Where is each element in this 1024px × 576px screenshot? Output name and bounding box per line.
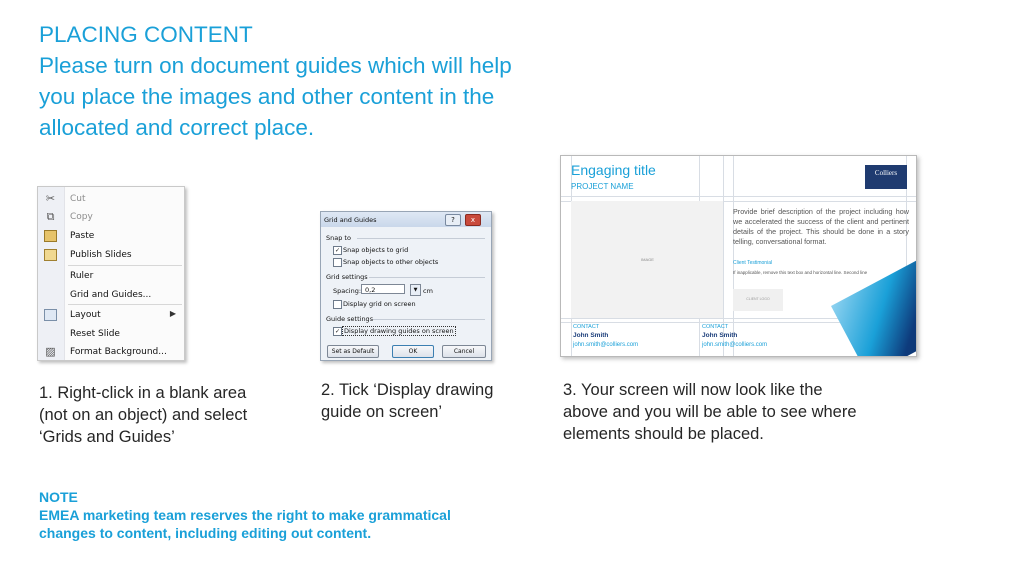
set-as-default-button[interactable]: Set as Default [327,345,379,358]
dialog-titlebar [321,212,491,227]
heading-line: you place the images and other content in the [39,84,495,109]
menu-item-grid-and-guides[interactable] [38,286,184,305]
help-button[interactable]: ? [445,214,461,226]
caption-line: above and you will be able to see where [563,403,857,421]
menu-item-format-background[interactable] [38,343,184,362]
menu-item-label: Paste [70,231,95,241]
heading-title: PLACING CONTENT [39,22,253,47]
guide-settings-group-label: Guide settings [326,315,374,323]
note [39,488,599,542]
context-menu [37,186,185,361]
client-logo-placeholder: CLIENT LOGO [733,289,783,311]
image-placeholder-label: IMAGE [641,257,654,262]
publish-slides-icon [44,249,57,261]
cancel-button[interactable]: Cancel [442,345,486,358]
note-line: changes to content, including editing out content. [39,525,372,541]
menu-item-layout[interactable] [38,306,184,325]
menu-item-label: Grid and Guides... [70,290,152,300]
grid-and-guides-dialog [320,211,492,361]
group-divider [369,277,485,278]
scissors-icon: ✂ [45,192,56,205]
spacing-input[interactable]: 0,2 [361,284,405,294]
menu-item-paste[interactable] [38,227,184,246]
contact-name: John Smith [573,332,609,339]
contact-label: CONTACT [573,324,600,330]
caption-line: elements should be placed. [563,425,764,443]
menu-item-reset-slide[interactable] [38,325,184,344]
client-testimonial-heading: Client Testimonial [733,260,773,266]
group-divider [357,238,485,239]
note-line: EMEA marketing team reserves the right to make grammatical [39,507,451,523]
spacing-dropdown-icon[interactable]: ▼ [410,284,421,296]
menu-item-copy[interactable] [38,208,184,227]
slide-preview [560,155,917,357]
snap-other-label: Snap objects to other objects [343,258,439,266]
slide-title: Engaging title [571,162,656,178]
grid-settings-group-label: Grid settings [326,273,368,281]
guide-line [733,156,734,356]
snap-grid-checkbox[interactable]: ✓ [334,247,341,254]
menu-item-label: Format Background... [70,347,167,357]
spacing-label: Spacing: [333,287,362,295]
submenu-arrow-icon: ▶ [169,309,176,318]
dialog-title: Grid and Guides [324,216,377,224]
contact-name: John Smith [702,332,738,339]
caption-line: 3. Your screen will now look like the [563,381,823,399]
display-grid-checkbox[interactable] [333,300,342,309]
menu-item-cut[interactable] [38,190,184,209]
menu-separator [68,304,182,305]
layout-icon [44,309,57,321]
close-button[interactable]: x [465,214,481,226]
caption-line: 2. Tick ‘Display drawing [321,381,494,399]
heading-line: Please turn on document guides which will help [39,53,512,78]
caption-line: (not on an object) and select [39,406,248,424]
display-grid-label: Display grid on screen [343,300,416,308]
step-1-caption [39,382,247,448]
display-guides-checkbox[interactable]: ✓ [334,328,341,335]
caption-line: guide on screen’ [321,403,443,421]
copy-icon: ⧉ [46,210,55,223]
guide-line [561,196,916,197]
caption-line: 1. Right-click in a blank area [39,384,247,402]
menu-item-label: Reset Slide [70,329,120,339]
paste-icon [44,230,57,242]
menu-item-label: Copy [70,212,93,222]
menu-separator [68,265,182,266]
contact-label: CONTACT [702,324,729,330]
step-2-caption [321,379,493,423]
contact-email: john.smith@colliers.com [573,342,639,348]
menu-item-label: Publish Slides [70,250,132,260]
snap-grid-label: Snap objects to grid [343,246,409,254]
snap-other-checkbox[interactable] [333,258,342,267]
snap-to-group-label: Snap to [326,234,351,242]
step-3-caption [563,379,857,445]
slide-project-name: PROJECT NAME [571,182,634,191]
note-title: NOTE [39,489,78,505]
heading-line: allocated and correct place. [39,115,315,140]
display-guides-label: Display drawing guides on screen [344,327,454,335]
colliers-logo: Colliers [865,165,907,189]
menu-item-ruler[interactable] [38,267,184,286]
caption-line: ‘Grids and Guides’ [39,428,175,446]
menu-item-label: Layout [70,310,101,320]
brand-swoosh [831,250,917,357]
spacing-unit: cm [423,287,433,295]
group-divider [373,319,485,320]
slide-description: Provide brief description of the project including how we accelerated the success of the client and pertinent details of the project. This should be done in a story telling, conversational format. [733,207,909,246]
menu-item-label: Cut [70,194,86,204]
testimonial-text: If inapplicable, remove this text box and horizontal line. Second line [733,270,868,275]
menu-item-publish-slides[interactable] [38,246,184,265]
ok-button[interactable]: OK [392,345,434,358]
format-background-icon: ▨ [45,345,56,358]
menu-item-label: Ruler [70,271,94,281]
contact-email: john.smith@colliers.com [702,342,768,348]
heading [39,19,639,143]
